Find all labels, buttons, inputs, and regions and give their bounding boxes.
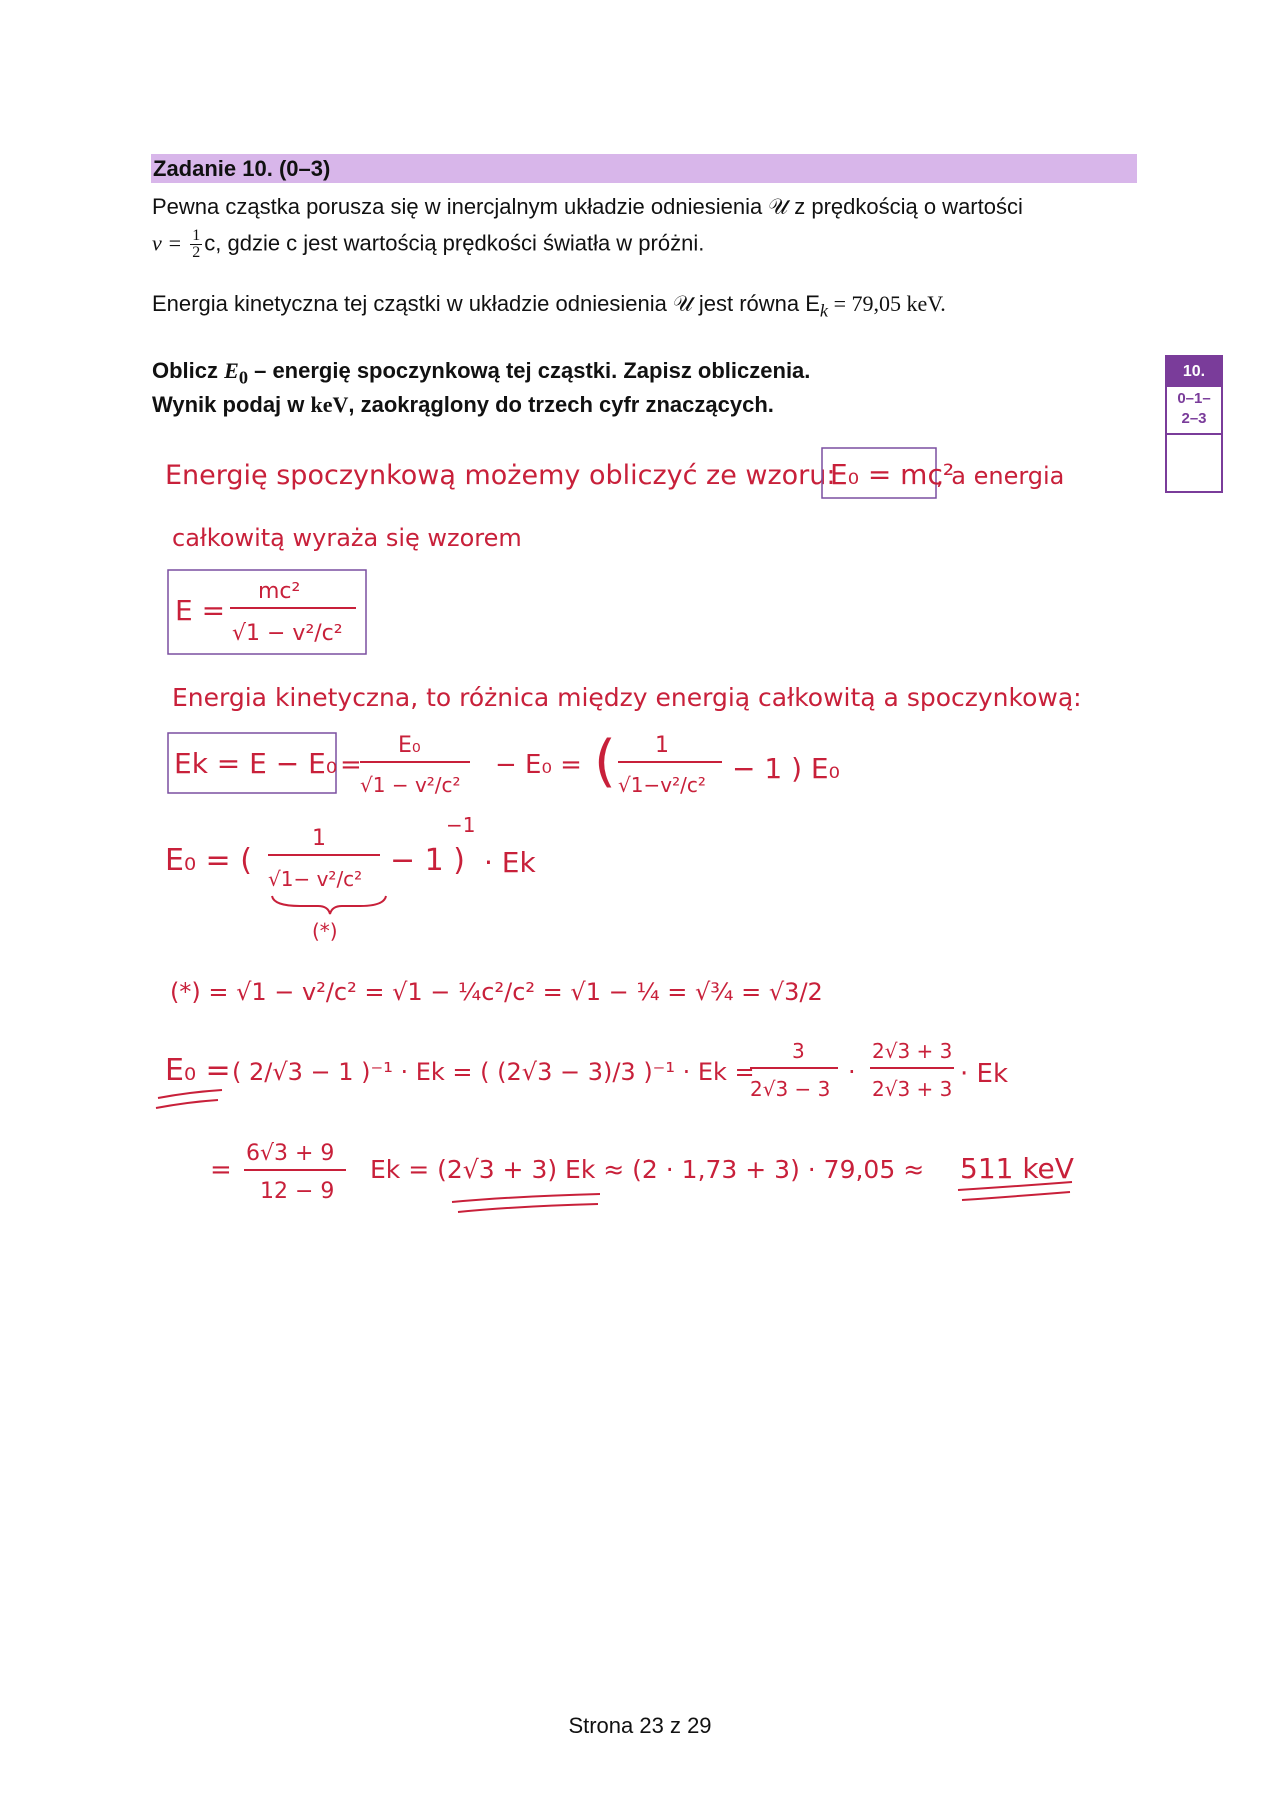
hw-line-9-denominator: 12 − 9 (260, 1179, 335, 1204)
hw-total-energy-denominator: √1 − v²/c² (232, 621, 343, 646)
hw-line-8-frac1-num: 3 (792, 1039, 805, 1063)
hw-line-8-ek: · Ek (960, 1059, 1009, 1089)
hw-line-5-paren-denominator: √1−v²/c² (618, 773, 706, 797)
hw-line-8-frac1-den: 2√3 − 3 (750, 1077, 831, 1101)
task-text-line-2-rest: c, gdzie c jest wartością prędkości światła w próżni. (204, 230, 705, 256)
fraction-denominator: 2 (192, 244, 201, 261)
fraction-numerator: 1 (192, 227, 201, 244)
hw-line-8-main: ( 2/√3 − 1 )⁻¹ · Ek = ( (2√3 − 3)/3 )⁻¹ · Ek = (232, 1058, 755, 1086)
kinetic-energy-value: = 79,05 keV. (828, 291, 946, 316)
instruction-1-start: Oblicz (152, 358, 225, 383)
score-points-line-2: 2–3 (1181, 410, 1207, 427)
hw-paren-open: ( (594, 729, 616, 794)
hw-kinetic-formula: Ek = E − E₀ (174, 747, 338, 780)
score-box-number: 10. (1167, 357, 1221, 387)
hw-line-5-tail: − 1 ) E₀ (732, 752, 840, 785)
hw-total-energy-lhs: E = (175, 594, 226, 627)
unit-kev: keV (310, 392, 349, 417)
hw-line-5-rest: − E₀ = (495, 750, 582, 780)
hw-line-6-exponent: −1 (446, 813, 476, 837)
hw-line-6-denominator: √1− v²/c² (268, 867, 363, 891)
hw-line-6-tail: − 1 ) (390, 843, 465, 878)
task-header: Zadanie 10. (0–3) (153, 156, 331, 181)
hw-line-5-denominator: √1 − v²/c² (360, 773, 461, 797)
task-text-line-1: Pewna cząstka porusza się w inercjalnym układzie odniesienia 𝒰 z prędkością o wartości (152, 194, 1023, 219)
rest-energy-symbol: E (224, 358, 239, 383)
instruction-1-end: – energię spoczynkową tej cząstki. Zapisz obliczenia. (247, 358, 811, 383)
kinetic-subscript: k (819, 300, 829, 321)
hw-line-8-frac2-den: 2√3 + 3 (872, 1077, 953, 1101)
task-text-line-3-main: Energia kinetyczna tej cząstki w układzie odniesienia 𝒰 jest równa E (152, 291, 820, 316)
hw-line-6-lhs: E₀ = ( (165, 843, 252, 878)
hw-line-2: całkowitą wyraża się wzorem (172, 524, 522, 552)
page-footer: Strona 23 z 29 (568, 1713, 712, 1738)
hw-line-5-eq: = (340, 750, 362, 780)
hw-line-1-tail: , a energia (936, 462, 1065, 490)
hw-line-5-numerator: E₀ (398, 733, 421, 758)
hw-expression-underline (452, 1194, 600, 1212)
hw-line-9-numerator: 6√3 + 9 (246, 1141, 335, 1166)
hw-rest-energy-formula: E₀ = mc² (830, 458, 955, 491)
hw-line-9-rest: Ek = (2√3 + 3) Ek ≈ (2 · 1,73 + 3) · 79,05 ≈ (370, 1155, 925, 1184)
hw-line-5-paren-numerator: 1 (655, 733, 669, 758)
hw-final-result: 511 keV (960, 1152, 1074, 1185)
hw-total-energy-numerator: mc² (258, 579, 301, 604)
hw-star-label: (*) (312, 919, 338, 943)
hw-line-9-eq: = (210, 1155, 232, 1185)
instruction-2-start: Wynik podaj w (152, 392, 311, 417)
instruction-2-end: , zaokrąglony do trzech cyfr znaczących. (348, 392, 774, 417)
hw-line-6-numerator: 1 (312, 826, 326, 851)
rest-energy-subscript: 0 (238, 367, 248, 388)
hw-line-8-lhs: E₀ = (165, 1053, 231, 1088)
velocity-symbol: v = (152, 230, 183, 256)
score-points-line-1: 0–1– (1177, 390, 1211, 407)
hw-dot: · (848, 1058, 856, 1086)
hw-line-8-frac2-num: 2√3 + 3 (872, 1039, 953, 1063)
hw-line-7: (*) = √1 − v²/c² = √1 − ¼c²/c² = √1 − ¼ = √¾ = √3/2 (170, 978, 823, 1006)
hw-line-4: Energia kinetyczna, to różnica między energią całkowitą a spoczynkową: (172, 683, 1082, 712)
hw-line-6-ek: · Ek (484, 846, 536, 879)
hw-underbrace (272, 896, 386, 914)
hw-line-1: Energię spoczynkową możemy obliczyć ze wzoru: (165, 460, 836, 491)
hw-double-underline (156, 1090, 222, 1108)
